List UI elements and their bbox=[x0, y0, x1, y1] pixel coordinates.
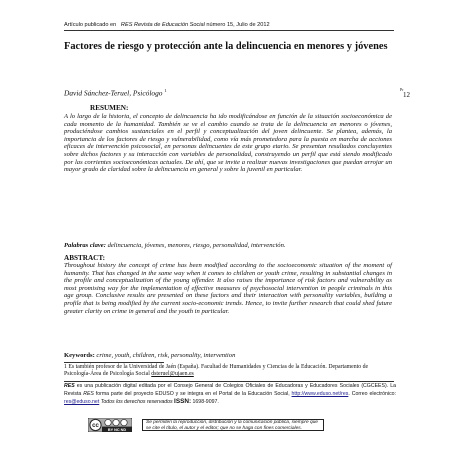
header-prefix: Artículo publicado en bbox=[64, 22, 117, 28]
res-label-2: RES bbox=[83, 390, 94, 397]
palabras-clave bbox=[64, 242, 392, 250]
issn-label: ISSN: bbox=[174, 398, 192, 406]
resumen-text: A lo largo de la historia, el concepto de delincuencia ha ido modificándose en función de la situación socioeconómica de cada momento de la humanidad. También se ve el cambio cuando se trata de la delincuencia en menores o jóvenes, produciéndose cambios sustanciales en el perfil y conceptualización del joven delincuente. Se plantea, además, la importancia de los factores de riesgo y vulnerabilidad, como vía más prometedora para la puesta en marcha de acciones eficaces de intervención psicosocial, en personas delincuentes de este grupo etario. Se presentan resultados concluyentes sobre dichos factores y su interacción con variables de personalidad, construyendo un perfil que está siendo modificado por las corrientes socioeconómicas actuales. De ahí, que se invite a realizar nuevas investigaciones que puedan arrojar un mayor grado de claridad sobre la delincuencia en general y sobre la juvenil en particular. bbox=[64, 113, 392, 174]
by-icon bbox=[105, 419, 111, 425]
page-number: 12 bbox=[403, 91, 410, 99]
publisher-line1: es una publicación digital editada por el Consejo General de Colegios Oficiales de Educadoras y Educadores Sociales (CGCEES). La Revista bbox=[64, 383, 396, 397]
publisher-note bbox=[64, 383, 396, 407]
portal-url-link[interactable]: http://www.eduso.net/res bbox=[291, 390, 349, 397]
cc-badge-text: BY NC ND bbox=[107, 427, 127, 432]
publisher-line2: forma parte del proyecto EDUSO y se integra en el Portal de la Educación Social, bbox=[93, 390, 292, 397]
keywords-label: Keywords: bbox=[64, 352, 95, 359]
creative-commons-badge[interactable] bbox=[88, 418, 132, 432]
header-journal: RES Revista de Educación Social bbox=[120, 22, 205, 28]
footnote-divider bbox=[64, 362, 164, 363]
author-footnote-mark[interactable]: 1 bbox=[164, 88, 167, 93]
publisher-line3: . Correo electrónico: bbox=[348, 390, 396, 397]
page-number-badge bbox=[400, 88, 416, 100]
article-title: Factores de riesgo y protección ante la delincuencia en menores y jóvenes bbox=[64, 41, 388, 52]
license-notice: Se permiten la reproducción, distribución y la comunicación pública, siempre que se cite el título, el autor y el editor; que no se haga con fines comerciales. bbox=[142, 419, 324, 431]
keywords-values: crime, youth, children, risk, personality, intervention bbox=[94, 352, 236, 359]
author-name: David Sánchez-Teruel, Psicólogo bbox=[64, 88, 163, 98]
nc-icon bbox=[113, 419, 119, 425]
palabras-clave-values: delincuencia, jóvenes, menores, riesgo, personalidad, intervención. bbox=[105, 242, 286, 249]
resumen-heading: RESUMEN: bbox=[90, 104, 129, 112]
publisher-divider bbox=[64, 381, 394, 382]
author-footnote bbox=[64, 364, 394, 378]
abstract-text: Throughout history the concept of crime has been modified according to the socioeconomic situation of the moment of humanity. That has changed in the same way when it comes to children or youth crime, resulting in substantial changes in the profile and conceptualization of the young offender. It also raises the importance of risk factors and vulnerability as most promising way for the implementation of effective measures of psychosocial intervention in people criminals in this age group. Conclusive results are presented on these factors and their interaction with personality variables, building a profile that is being modified by the current socio-economic trends. Hence, to invite further research that could shed future greater clarity on crime in general and the youth in particular. bbox=[64, 262, 392, 315]
header-issue: número 15, Julio de 2012 bbox=[204, 22, 270, 28]
journal-header bbox=[64, 22, 394, 31]
page-tick: Pr bbox=[400, 87, 404, 92]
abstract-heading: ABSTRACT: bbox=[64, 254, 106, 262]
keywords bbox=[64, 352, 392, 360]
cc-icon: cc bbox=[92, 423, 99, 430]
palabras-clave-label: Palabras clave: bbox=[64, 242, 106, 249]
nd-icon bbox=[121, 419, 127, 425]
res-label: RES bbox=[64, 383, 75, 389]
footnote-text: 1 Es también profesor de la Universidad de Jaén (España). Facultad de Humanidades y Ciencias de la Educación. Departamento de Psicología-Área de Psicología Social bbox=[64, 364, 369, 377]
issn-number: 1698-9097. bbox=[191, 399, 219, 406]
publisher-email-link[interactable]: res@eduso.net bbox=[64, 399, 100, 406]
author-line bbox=[64, 86, 284, 97]
rights-text: Todos los derechos reservados bbox=[99, 399, 175, 406]
footnote-email-link[interactable]: dsteruel@ujaen.es bbox=[151, 371, 194, 377]
